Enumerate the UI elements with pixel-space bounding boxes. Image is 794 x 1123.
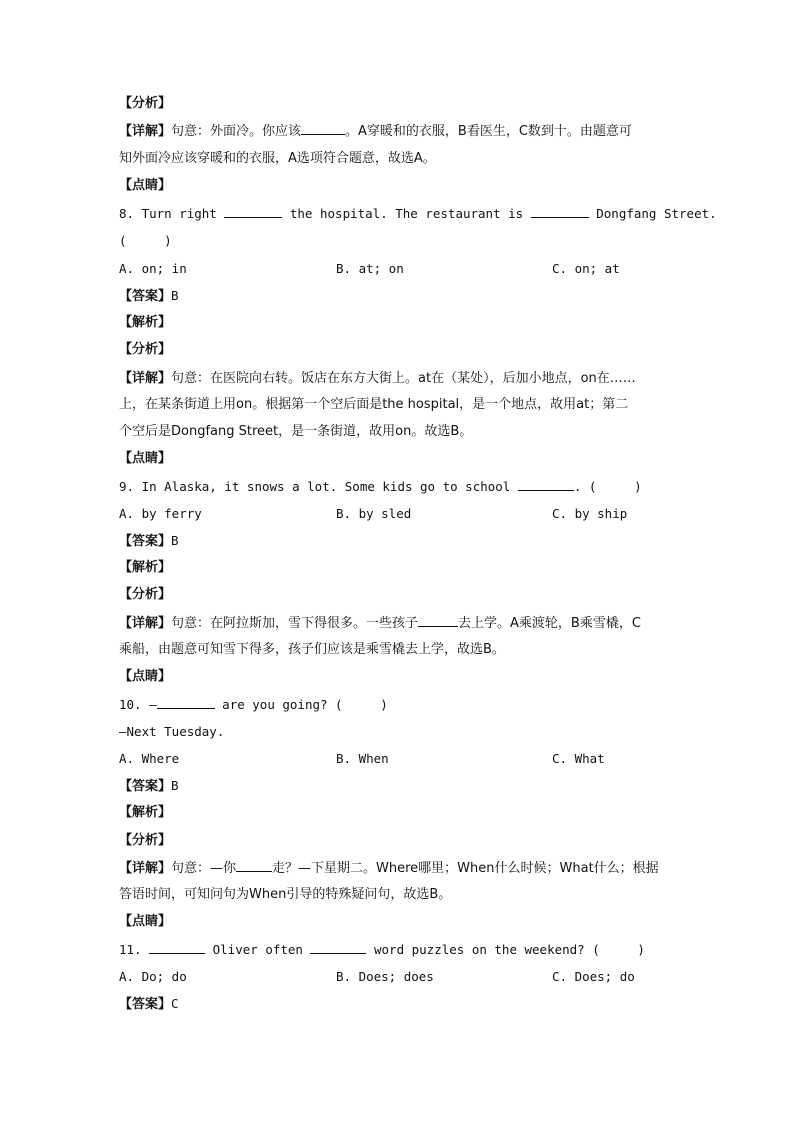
option-a: A. on; in: [119, 261, 187, 276]
explanation-tag: 【解析】: [119, 315, 172, 330]
question-stem: 10. — are you going? ( ): [119, 697, 388, 712]
explanation-tag: 【解析】: [119, 560, 172, 575]
analysis-tag: 【分析】: [119, 833, 172, 848]
answer-value: B: [171, 533, 179, 548]
detail-paragraph-line: 乘船，由题意可知雪下得多，孩子们应该是乘雪橇去上学，故选B。: [119, 642, 505, 657]
option-b: B. by sled: [336, 506, 412, 521]
option-b: B. Does; does: [336, 969, 434, 984]
question-stem: 11. Oliver often word puzzles on the weekend? ( ): [119, 942, 645, 957]
explanation-tag: 【解析】: [119, 805, 172, 820]
answer-blank: [157, 696, 215, 709]
question-stem: 9. In Alaska, it snows a lot. Some kids go to school . ( ): [119, 479, 642, 494]
answer-line: [119, 532, 179, 551]
answer-value: B: [171, 288, 179, 303]
option-b: B. at; on: [336, 261, 404, 276]
analysis-tag: 【分析】: [119, 342, 172, 357]
analysis-tag: 【分析】: [119, 587, 172, 602]
answer-tag: 【答案】: [119, 997, 172, 1012]
comment-tag: 【点睛】: [119, 914, 172, 929]
detail-paragraph-line: 知外面冷应该穿暖和的衣服，A选项符合题意，故选A。: [119, 151, 436, 166]
answer-tag: 【答案】: [119, 779, 172, 794]
analysis-tag: 【分析】: [119, 96, 172, 111]
detail-tag: 【详解】: [119, 124, 172, 139]
option-c: C. What: [552, 751, 605, 766]
question-reply: —Next Tuesday.: [119, 724, 225, 739]
answer-blank: [531, 205, 589, 218]
option-a: A. Where: [119, 751, 180, 766]
answer-value: C: [171, 996, 179, 1011]
answer-line: [119, 995, 179, 1014]
question-paren: ( ): [119, 233, 172, 248]
detail-paragraph-line: 答语时间，可知问句为When引导的特殊疑问句，故选B。: [119, 887, 452, 902]
comment-tag: 【点睛】: [119, 178, 172, 193]
answer-tag: 【答案】: [119, 289, 172, 304]
option-b: B. When: [336, 751, 389, 766]
detail-paragraph-line: 个空后是Dongfang Street，是一条街道，故用on。故选B。: [119, 424, 473, 439]
answer-blank: [418, 614, 458, 627]
detail-paragraph-line: 上，在某条街道上用on。根据第一个空后面是the hospital，是一个地点，故用at；第二: [119, 397, 629, 412]
answer-tag: 【答案】: [119, 534, 172, 549]
option-c: C. on; at: [552, 261, 620, 276]
answer-blank: [224, 205, 282, 218]
detail-paragraph: 【详解】句意：外面冷。你应该 。A穿暖和的衣服，B看医生，C数到十。由题意可: [119, 124, 632, 139]
question-stem: 8. Turn right the hospital. The restaurant is Dongfang Street.: [119, 206, 717, 221]
answer-blank: [301, 122, 345, 135]
option-c: C. by ship: [552, 506, 628, 521]
detail-tag: 【详解】: [119, 861, 172, 876]
answer-blank: [149, 941, 205, 954]
option-c: C. Does; do: [552, 969, 635, 984]
detail-tag: 【详解】: [119, 616, 172, 631]
detail-paragraph: 【详解】句意：—你 走？—下星期二。Where哪里；When什么时候；What什么；根据: [119, 861, 659, 876]
comment-tag: 【点睛】: [119, 451, 172, 466]
answer-line: [119, 777, 179, 796]
answer-value: B: [171, 778, 179, 793]
answer-blank: [518, 478, 574, 491]
option-a: A. by ferry: [119, 506, 202, 521]
detail-tag: 【详解】: [119, 371, 172, 386]
answer-line: [119, 287, 179, 306]
answer-blank: [310, 941, 366, 954]
detail-paragraph: 【详解】句意：在阿拉斯加，雪下得很多。一些孩子 去上学。A乘渡轮，B乘雪橇，C: [119, 616, 641, 631]
detail-paragraph: 【详解】句意：在医院向右转。饭店在东方大街上。at在（某处），后加小地点，on在……: [119, 371, 636, 386]
comment-tag: 【点睛】: [119, 669, 172, 684]
option-a: A. Do; do: [119, 969, 187, 984]
answer-blank: [236, 859, 272, 872]
